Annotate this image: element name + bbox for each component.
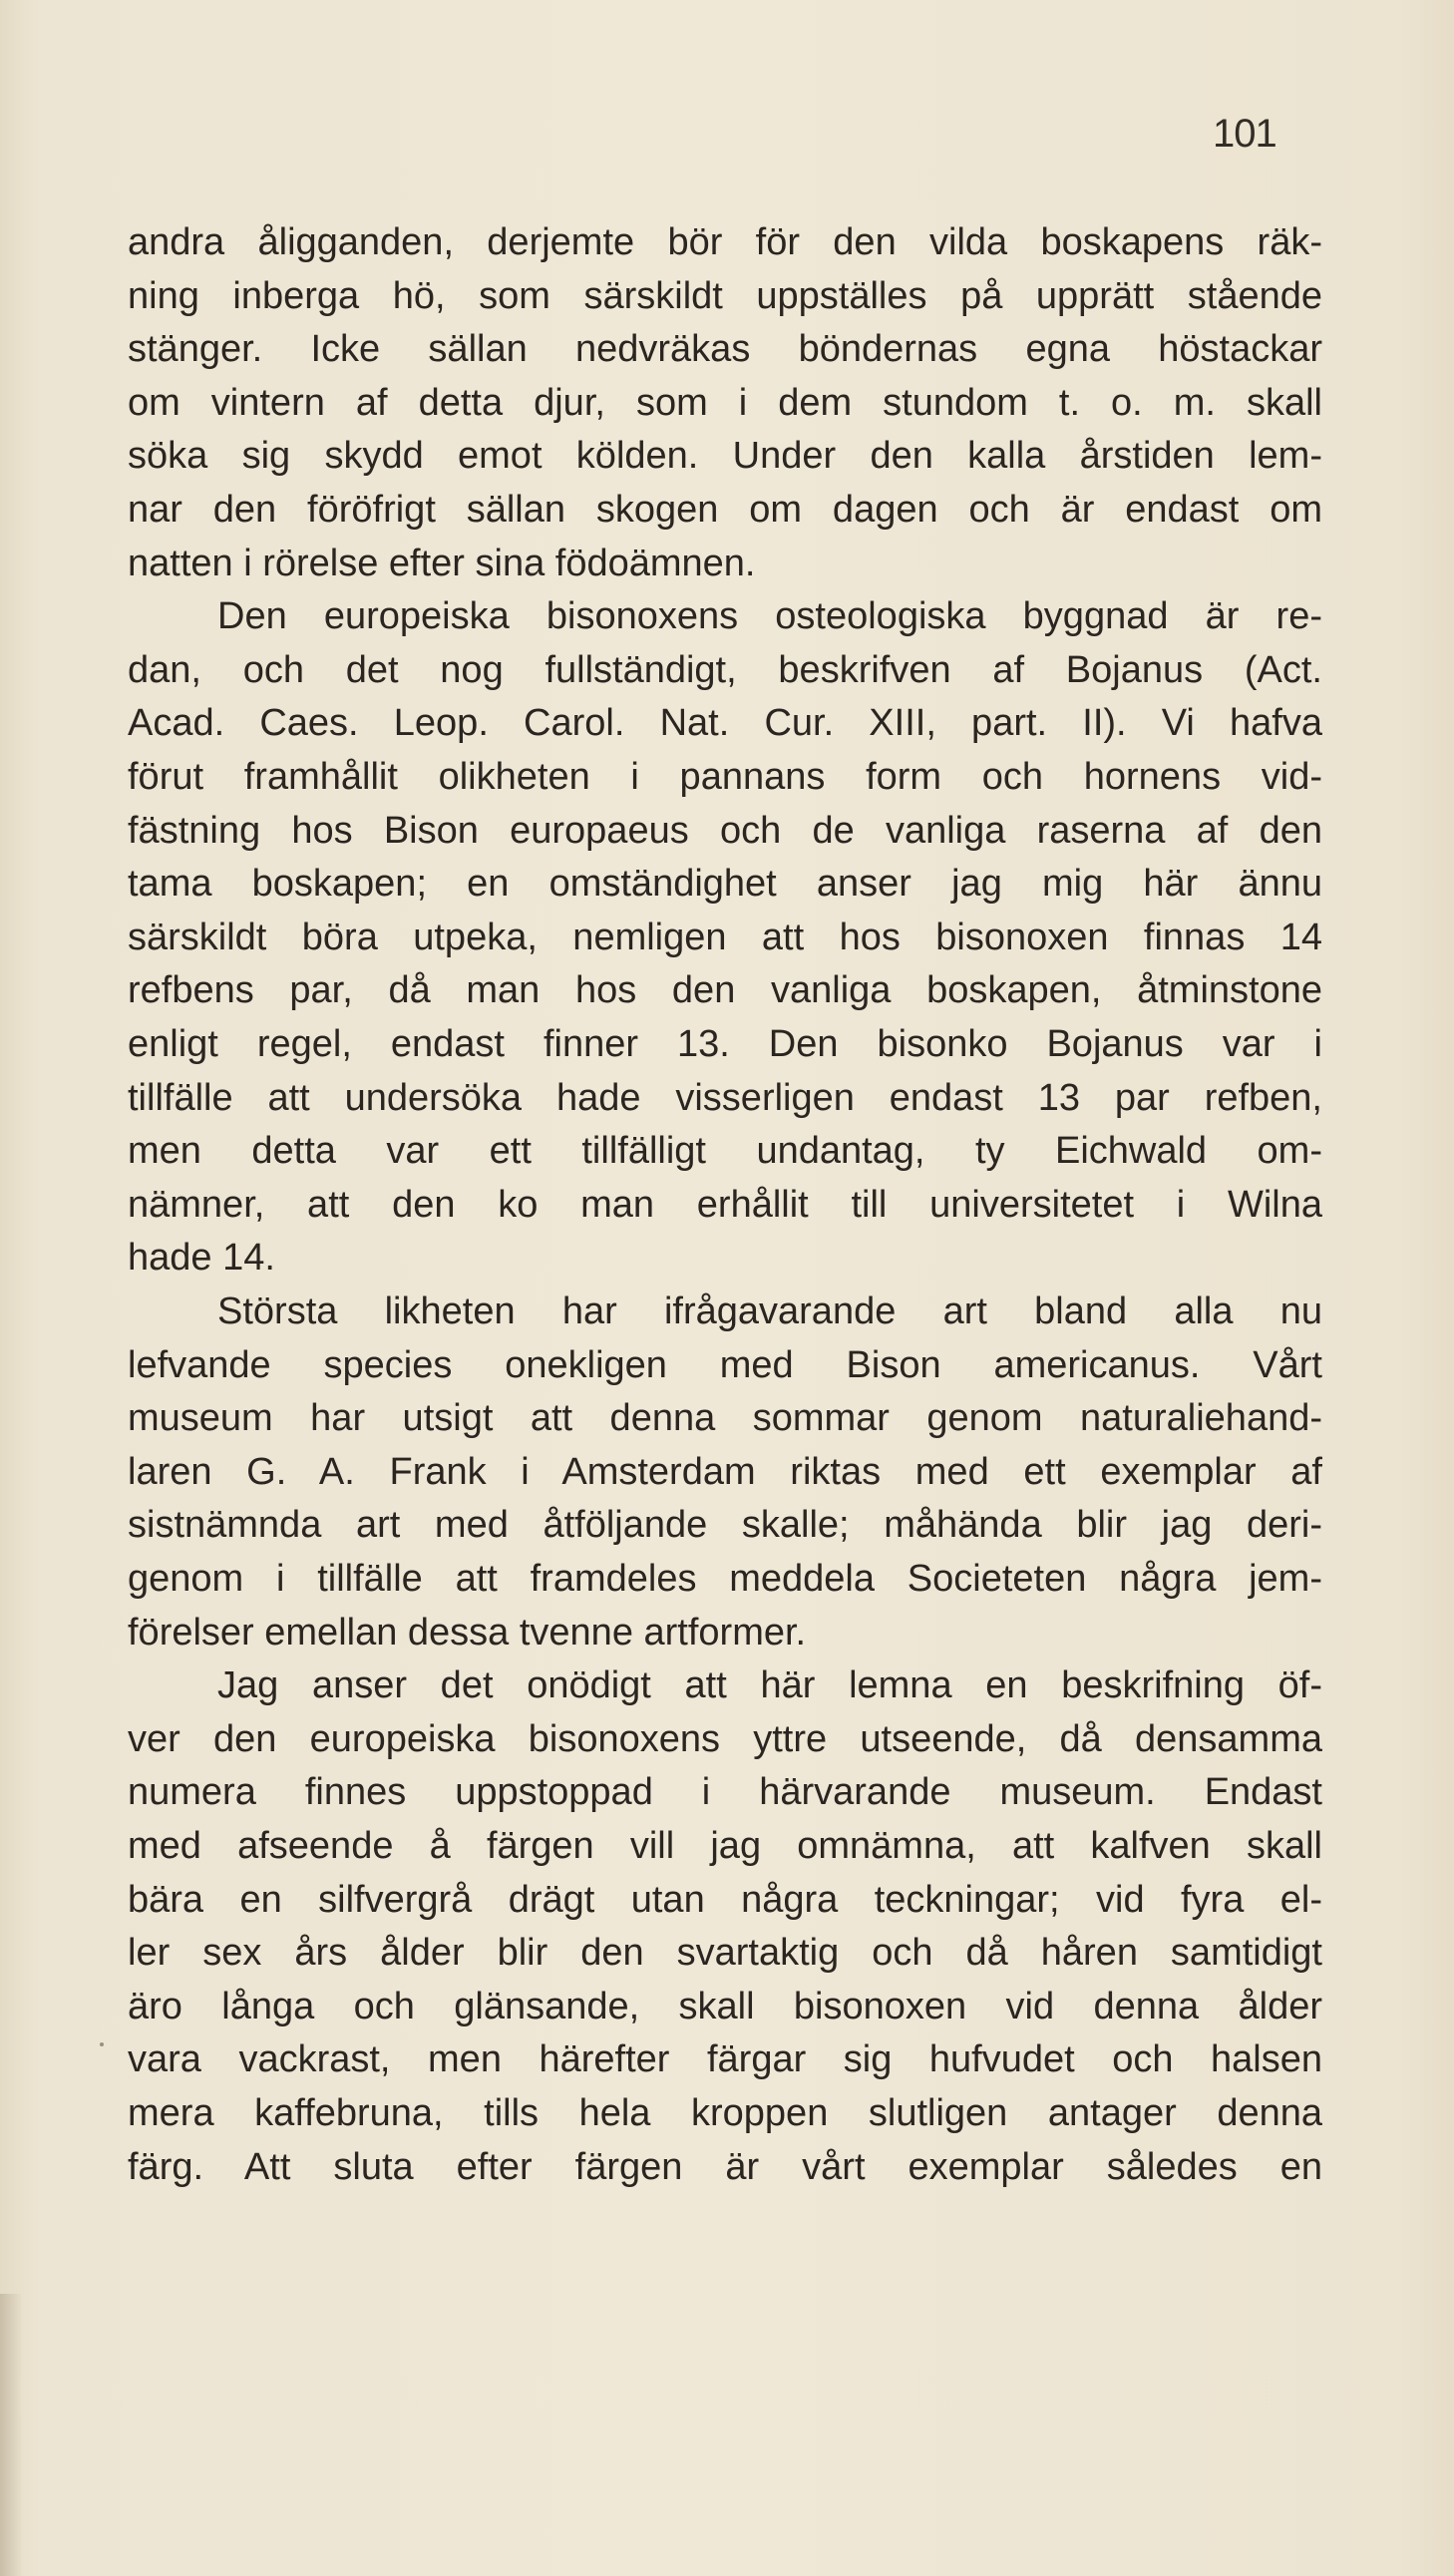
text-line: dan, och det nog fullständigt, beskrifven af Bojanus (Act. (128, 649, 1322, 691)
text-line: Jag anser det onödigt att här lemna en beskrifning öf- (217, 1664, 1322, 1706)
text-line: men detta var ett tillfälligt undantag, ty Eichwald om- (128, 1130, 1322, 1172)
text-line: ver den europeiska bisonoxens yttre utseende, då densamma (128, 1718, 1322, 1760)
text-line: Den europeiska bisonoxens osteologiska byggnad är re- (217, 595, 1322, 637)
text-line: fästning hos Bison europaeus och de vanliga raserna af den (128, 810, 1322, 852)
text-line: med afseende å färgen vill jag omnämna, att kalfven skall (128, 1825, 1322, 1867)
text-line: lefvande species onekligen med Bison americanus. Vårt (128, 1344, 1322, 1386)
page-number: 101 (1213, 112, 1276, 156)
text-line: mera kaffebruna, tills hela kroppen slutligen antager denna (128, 2092, 1322, 2134)
text-line: numera finnes uppstoppad i härvarande museum. Endast (128, 1771, 1322, 1813)
page-edge-shadow (0, 2294, 22, 2576)
text-line: tama boskapen; en omständighet anser jag mig här ännu (128, 863, 1322, 905)
text-line: natten i rörelse efter sina födoämnen. (128, 543, 756, 584)
text-line: ler sex års ålder blir den svartaktig och då håren samtidigt (128, 1932, 1322, 1974)
text-line: museum har utsigt att denna sommar genom naturaliehand- (128, 1397, 1322, 1439)
text-line: Största likheten har ifrågavarande art bland alla nu (217, 1290, 1322, 1332)
margin-mark (100, 2042, 104, 2046)
text-line: förut framhållit olikheten i pannans form och hornens vid- (128, 756, 1322, 798)
text-line: enligt regel, endast finner 13. Den bisonko Bojanus var i (128, 1023, 1322, 1065)
text-line: laren G. A. Frank i Amsterdam riktas med ett exemplar af (128, 1451, 1322, 1493)
text-line: färg. Att sluta efter färgen är vårt exemplar således en (128, 2146, 1322, 2188)
text-line: särskildt böra utpeka, nemligen att hos bisonoxen finnas 14 (128, 917, 1322, 958)
text-line: nar den föröfrigt sällan skogen om dagen och är endast om (128, 489, 1322, 531)
text-line: nämner, att den ko man erhållit till universitetet i Wilna (128, 1184, 1322, 1226)
text-line: om vintern af detta djur, som i dem stundom t. o. m. skall (128, 382, 1322, 424)
text-line: äro långa och glänsande, skall bisonoxen vid denna ålder (128, 1986, 1322, 2027)
text-line: genom i tillfälle att framdeles meddela Societeten några jem- (128, 1558, 1322, 1600)
text-line: söka sig skydd emot kölden. Under den kalla årstiden lem- (128, 435, 1322, 477)
text-line: förelser emellan dessa tvenne artformer. (128, 1612, 807, 1654)
text-line: vara vackrast, men härefter färgar sig hufvudet och halsen (128, 2038, 1322, 2080)
text-line: tillfälle att undersöka hade visserligen endast 13 par refben, (128, 1077, 1322, 1119)
text-line: hade 14. (128, 1237, 275, 1279)
text-line: andra åligganden, derjemte bör för den vilda boskapens räk- (128, 221, 1322, 263)
text-line: stänger. Icke sällan nedvräkas böndernas egna höstackar (128, 328, 1322, 370)
text-line: ning inberga hö, som särskildt uppställes på upprätt stående (128, 275, 1322, 317)
text-line: bära en silfvergrå drägt utan några teckningar; vid fyra el- (128, 1879, 1322, 1921)
text-line: refbens par, då man hos den vanliga boskapen, åtminstone (128, 969, 1322, 1011)
text-line: sistnämnda art med åtföljande skalle; måhända blir jag deri- (128, 1504, 1322, 1546)
text-line: Acad. Caes. Leop. Carol. Nat. Cur. XIII, part. II). Vi hafva (128, 702, 1322, 744)
